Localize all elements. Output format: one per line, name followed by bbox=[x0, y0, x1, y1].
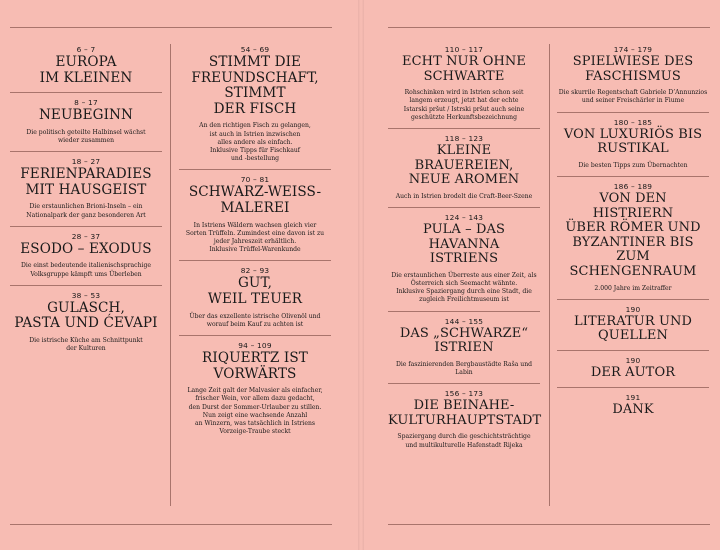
toc-entry bbox=[557, 351, 709, 388]
chapter-title: DER AUTOR bbox=[590, 364, 676, 380]
page-range: 180 – 185 bbox=[613, 117, 653, 127]
chapter-title: GUT, WEIL TEUER bbox=[207, 275, 303, 307]
toc-entry bbox=[10, 227, 162, 286]
toc-entry bbox=[388, 129, 540, 208]
page-range: 191 bbox=[625, 392, 641, 402]
toc-column-2 bbox=[179, 40, 331, 442]
chapter-description: Die einst bedeutende italienischsprachige Volksgruppe kämpft ums Überleben bbox=[21, 262, 151, 278]
toc-entry bbox=[557, 177, 709, 300]
chapter-title: DAS „SCHWARZE“ ISTRIEN bbox=[399, 325, 529, 356]
page-range: 144 – 155 bbox=[444, 316, 484, 326]
chapter-description: Die istrische Küche am Schnittpunkt der Kulturen bbox=[29, 336, 143, 353]
chapter-title: ESODO – EXODUS bbox=[20, 240, 152, 257]
toc-column-3 bbox=[388, 40, 540, 456]
page-range: 118 – 123 bbox=[444, 134, 484, 143]
page-range: 156 – 173 bbox=[444, 389, 484, 399]
chapter-description: Die besten Tipps zum Übernachten bbox=[578, 161, 688, 169]
toc-entry bbox=[179, 261, 331, 336]
column-separator bbox=[170, 44, 171, 506]
chapter-description: 2.000 Jahre im Zeitraffer bbox=[594, 284, 672, 292]
toc-column-4 bbox=[557, 40, 709, 423]
toc-entry bbox=[557, 40, 709, 113]
chapter-title: STIMMT DIE FREUNDSCHAFT, STIMMT DER FISCH bbox=[191, 54, 319, 117]
chapter-description: Spaziergang durch die geschichtsträchtige und multikulturelle Hafenstadt Rijeka bbox=[397, 433, 531, 449]
chapter-title: VON DEN HISTRIERN ÜBER RÖMER UND BYZANTINER BIS ZUM SCHENGENRAUM bbox=[565, 190, 701, 279]
toc-entry bbox=[179, 336, 331, 442]
page-range: 8 – 17 bbox=[74, 98, 98, 108]
chapter-title: DIE BEINAHE- KULTURHAUPTSTADT bbox=[388, 398, 542, 428]
chapter-title: ECHT NUR OHNE SCHWARTE bbox=[402, 54, 526, 84]
chapter-description: Lange Zeit galt der Malvasier als einfacher, frischer Wein, vor allem dazu gedacht, den Durst der Sommer-Urlauber zu stillen. Nun zeigt eine wachsende Anzahl an Winzern, was tatsächlich in Istriens Vorzeige-Traube steckt bbox=[187, 387, 323, 436]
page-fold bbox=[358, 0, 364, 550]
page-range: 186 – 189 bbox=[613, 181, 653, 191]
chapter-title: NEUBEGINN bbox=[38, 107, 134, 124]
chapter-title: EUROPA IM KLEINEN bbox=[39, 54, 133, 86]
toc-entry bbox=[10, 40, 162, 93]
toc-entry bbox=[179, 170, 331, 261]
toc-entry bbox=[388, 208, 540, 312]
top-rule-right bbox=[388, 27, 710, 28]
toc-entry bbox=[557, 300, 709, 351]
page-range: 124 – 143 bbox=[444, 212, 484, 222]
toc-entry bbox=[388, 40, 540, 129]
chapter-description: In Istriens Wäldern wachsen gleich vier Sorten Trüffeln. Zumindest eine davon ist zu jeder Jahreszeit erhältlich. Inklusive Trüffel-Warenkunde bbox=[185, 221, 325, 254]
chapter-description: Über das exzellente istrische Olivenöl und worauf beim Kauf zu achten ist bbox=[189, 312, 321, 328]
toc-entry bbox=[179, 40, 331, 170]
chapter-description: Die erstaunlichen Überreste aus einer Zeit, als Österreich sich Seemacht wähnte. Inklusive Spaziergang durch eine Stadt, die zugleich Freilichtmuseum ist bbox=[391, 271, 537, 304]
chapter-title: LITERATUR UND QUELLEN bbox=[574, 313, 692, 344]
toc-entry bbox=[10, 286, 162, 360]
page-range: 18 – 27 bbox=[71, 157, 101, 167]
toc-entry bbox=[557, 113, 709, 177]
column-separator bbox=[549, 44, 550, 506]
chapter-title: GULASCH, PASTA UND ĆEVAPI bbox=[14, 299, 158, 332]
chapter-description: Auch in Istrien brodelt die Craft-Beer-Szene bbox=[395, 192, 533, 200]
chapter-description: An den richtigen Fisch zu gelangen, ist auch in Istrien inzwischen alles andere als einfach. Inklusive Tipps für Fischkauf und -bestellung bbox=[199, 122, 311, 163]
toc-entry bbox=[557, 388, 709, 424]
page-range: 54 – 69 bbox=[240, 45, 270, 54]
chapter-description: Die erstaunlichen Brioni-Inseln – ein Nationalpark der ganz besonderen Art bbox=[26, 203, 146, 219]
toc-entry bbox=[388, 384, 540, 456]
chapter-title: SCHWARZ-WEISS- MALEREI bbox=[188, 184, 322, 216]
bottom-rule-left bbox=[10, 524, 332, 525]
toc-entry bbox=[388, 312, 540, 385]
toc-entry bbox=[10, 152, 162, 227]
chapter-title: KLEINE BRAUEREIEN, NEUE AROMEN bbox=[408, 143, 520, 188]
chapter-description: Die skurrile Regentschaft Gabriele D’Annunzios und seiner Freischärler in Fiume bbox=[558, 89, 708, 105]
page-range: 190 bbox=[625, 355, 641, 365]
bottom-rule-right bbox=[388, 524, 710, 525]
chapter-description: Rohschinken wird in Istrien schon seit langem erzeugt, jetzt hat der echte Istarski pršut / Istrski pršut auch seine geschützte Herkunftsbezeichnung bbox=[403, 89, 525, 121]
toc-entry bbox=[10, 93, 162, 152]
page-range: 82 – 93 bbox=[240, 266, 270, 276]
chapter-title: VON LUXURIÖS BIS RUSTIKAL bbox=[563, 126, 703, 157]
chapter-title: RIQUERTZ IST VORWÄRTS bbox=[202, 349, 308, 382]
chapter-title: SPIELWIESE DES FASCHISMUS bbox=[572, 54, 694, 84]
chapter-title: PULA – DAS HAVANNA ISTRIENS bbox=[423, 221, 505, 267]
page-range: 70 – 81 bbox=[240, 175, 270, 185]
page-range: 190 bbox=[625, 304, 641, 314]
top-rule-left bbox=[10, 27, 332, 28]
page-range: 94 – 109 bbox=[238, 340, 272, 350]
chapter-title: FERIENPARADIES MIT HAUSGEIST bbox=[20, 166, 152, 198]
chapter-description: Die faszinierenden Bergbaustädte Raša und Labin bbox=[395, 360, 533, 376]
chapter-description: Die politisch geteilte Halbinsel wächst wieder zusammen bbox=[26, 128, 146, 144]
toc-column-1 bbox=[10, 40, 162, 359]
page-range: 6 – 7 bbox=[76, 45, 96, 54]
chapter-title: DANK bbox=[612, 401, 654, 417]
page-range: 110 – 117 bbox=[444, 45, 484, 54]
page-range: 38 – 53 bbox=[71, 290, 101, 300]
page-range: 28 – 37 bbox=[71, 231, 101, 241]
page-range: 174 – 179 bbox=[613, 45, 653, 54]
